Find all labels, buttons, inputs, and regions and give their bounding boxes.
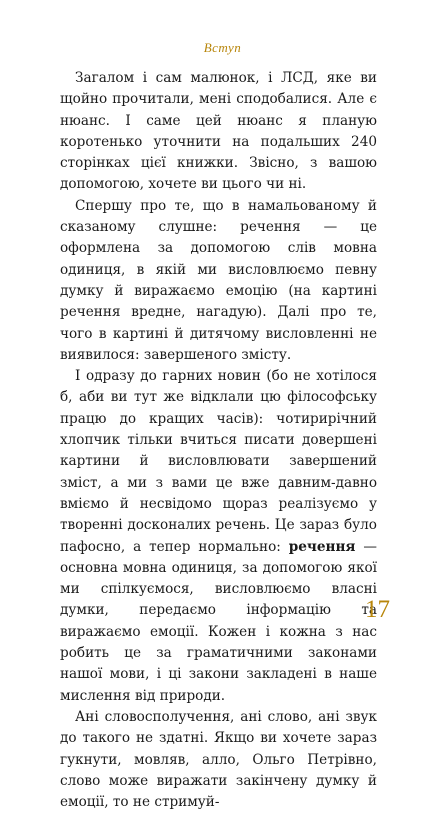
paragraph-3-rest: — основна мовна одиниця, за допомогою якої ми спілкуємося, висловлюємо власні думки, передаємо інформацію та виражаємо емоції. Кожен і кожна з нас робить це за граматичними законами нашої мови, і ці закони закладені в наше мислення від природи. xyxy=(60,538,377,704)
body-text xyxy=(60,68,377,813)
paragraph-1: Загалом і сам малюнок, і ЛСД, яке ви щойно прочитали, мені сподобалися. Але є нюанс. І саме цей нюанс я планую коротенько уточнити на подальших 240 сторінках цієї книжки. Звісно, з вашою допомогою, хочете ви цього чи ні. xyxy=(60,70,377,193)
paragraph-4: Ані словосполучення, ані слово, ані звук до такого не здатні. Якщо ви хочете зараз гукнути, мовляв, алло, Ольго Петрівно, слово може виражати закінчену думку й емоції, то не стримуй- xyxy=(60,708,377,811)
paragraph-3 xyxy=(60,366,377,707)
bold-term: речення xyxy=(288,538,356,555)
paragraph-2: Спершу про те, що в намальованому й сказаному слушне: речення — це оформлена за допомогою слів мовна одиниця, в якій ми висловлюємо певну думку й виражаємо емоцію (на картині речення вредне, нагадую). Далі про те, чого в картині й дитячому висловленні не виявилося: завершеного змісту. xyxy=(60,197,377,363)
page-number: 17 xyxy=(365,596,390,623)
running-head-title: Вступ xyxy=(203,40,242,55)
paragraph-3-lead: І одразу до гарних новин (бо не хотілося б, аби ви тут же відклали цю філософську працю до кращих часів): чотирирічний хлопчик тільки вчиться писати довершені картини й висловлювати завершений зміст, а ми з вами це вже давним-давно вміємо й несвідомо щораз реалізуємо у творенні досконалих речень. Це зараз було пафосно, а тепер нормально: xyxy=(60,368,377,555)
